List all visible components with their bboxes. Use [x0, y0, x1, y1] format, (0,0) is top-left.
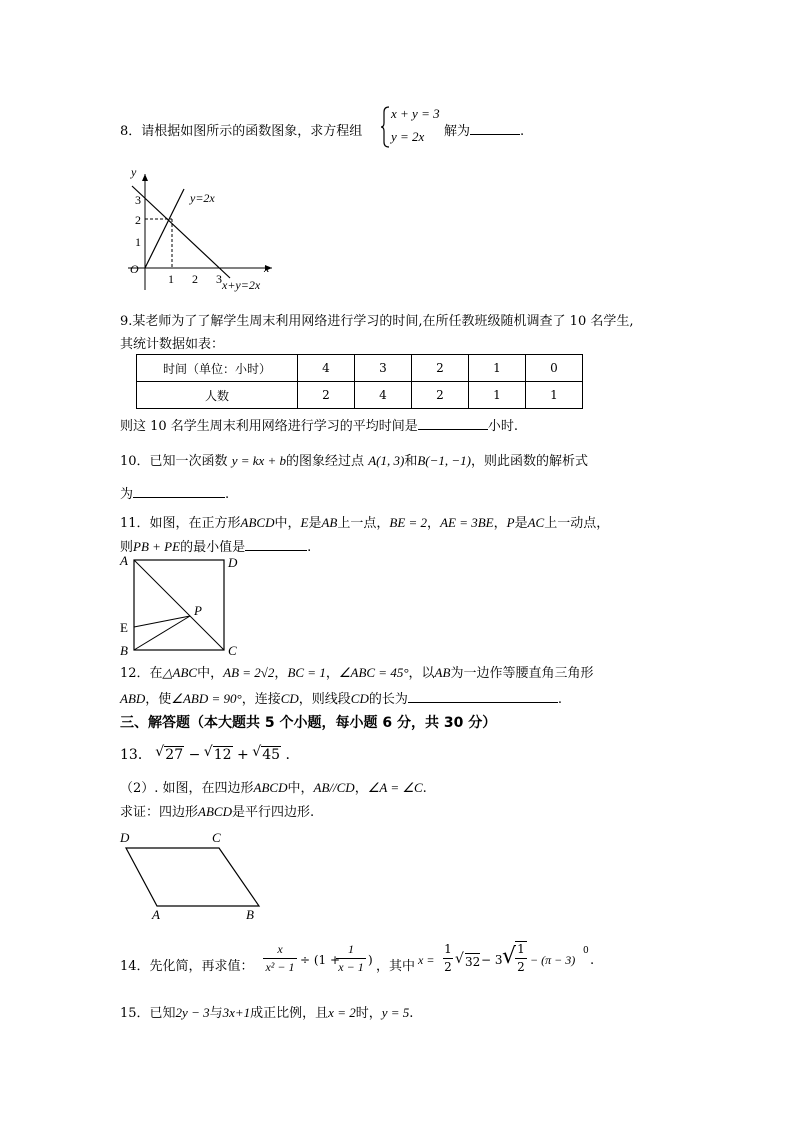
system-brace: [380, 106, 390, 148]
where-text: ，其中: [376, 959, 416, 974]
stats-table: [136, 354, 583, 409]
label-a: A: [120, 553, 128, 568]
table-cell: 1: [469, 382, 526, 409]
y-tick-1: 1: [135, 235, 141, 249]
label-a: A: [152, 907, 160, 922]
sqrt-sign-icon: √: [455, 951, 464, 967]
table-row: [137, 355, 583, 382]
x-tick-3: 3: [216, 272, 222, 286]
frac1-num: x: [277, 942, 283, 956]
q9-question: 则这 10 名学生周末利用网络进行学习的平均时间是 小时.: [120, 419, 518, 434]
sqrt32: 32: [465, 955, 481, 969]
y-arrow-icon: [142, 174, 148, 181]
table-cell: 3: [355, 355, 412, 382]
label-c: C: [212, 830, 221, 845]
q15-stem: 15．已知2y − 3与3x+1成正比例，且x = 2时，y = 5.: [120, 1005, 414, 1021]
table-cell: 人数: [137, 382, 298, 409]
function-graph: [118, 166, 288, 294]
diagonal-ac: [134, 560, 224, 650]
parallelogram-abcd: [126, 848, 259, 906]
frac2-den: x − 1: [338, 960, 364, 974]
sqrt-sign-large-icon: √: [502, 944, 517, 969]
label-d: D: [228, 555, 238, 570]
label-c: C: [228, 643, 237, 658]
square-figure: [116, 552, 246, 658]
q13-prove: 求证：四边形ABCD是平行四边形.: [120, 804, 315, 820]
label-b: B: [246, 907, 254, 922]
q9-stem-line1: 9.某老师为了了解学生周末利用网络进行学习的时间,在所任教班级随机调查了 10 名学生,: [120, 314, 634, 329]
q8-stem: 8．请根据如图所示的函数图象，求方程组: [120, 124, 363, 139]
q13-part2: （2）. 如图，在四边形ABCD中，AB//CD，∠A = ∠C.: [120, 780, 427, 796]
parallelogram-figure: [116, 828, 276, 922]
sqrt-half-num: 1: [515, 941, 527, 956]
close-paren: ): [368, 953, 373, 967]
brace-icon: [380, 106, 390, 148]
q12-stem-line1: 12．在△ABC中，AB = 2√2，BC = 1，∠ABC = 45°，以AB为一边作等腰直角三角形: [120, 665, 594, 681]
q11-stem-line1: 11．如图，在正方形ABCD中，E是AB上一点，BE = 2，AE = 3BE，P是AC上一动点，: [120, 515, 610, 531]
exponent-zero: 0: [583, 946, 589, 956]
table-row: [137, 382, 583, 409]
q10-stem: 10．已知一次函数 y = kx + b的图象经过点 A(1, 3)和B(−1, −1)，则此函数的解析式: [120, 453, 588, 469]
table-cell: 2: [412, 355, 469, 382]
label-p: P: [194, 603, 202, 618]
section-heading: 三、解答题（本大题共 5 个小题，每小题 6 分，共 30 分）: [120, 715, 497, 731]
origin-label: O: [130, 262, 139, 276]
q12-stem-line2: ABD，使∠ABD = 90°，连接CD，则线段CD的长为 .: [120, 691, 563, 707]
table-cell: 0: [526, 355, 583, 382]
line2-label: x+y=2x: [222, 278, 261, 292]
q14-prefix: 14．先化简，再求值：: [120, 959, 254, 974]
q11-stem-line2: 则PB + PE的最小值是 .: [120, 539, 312, 555]
q10-answer-line: 为 .: [120, 487, 230, 502]
line1-label: y=2x: [190, 191, 215, 205]
frac2-bar: [336, 958, 366, 959]
y-axis-label: y: [131, 166, 137, 179]
x-tick-2: 2: [192, 272, 198, 286]
table-cell: 2: [412, 382, 469, 409]
q13-expression: 13． √ 27 − √ 12 + √ 45 .: [120, 744, 290, 763]
sqrt-45: √ 45: [252, 744, 281, 763]
label-e: E: [120, 620, 128, 635]
answer-blank[interactable]: [245, 538, 307, 551]
y-tick-2: 2: [135, 213, 141, 227]
half-num: 1: [444, 942, 452, 956]
x-tick-1: 1: [168, 272, 174, 286]
half-bar: [443, 958, 453, 959]
table-cell: 4: [355, 382, 412, 409]
q9-stem-line2: 其统计数据如表：: [120, 337, 225, 352]
table-cell: 4: [298, 355, 355, 382]
sqrt-half-bar: [515, 958, 527, 959]
system-eq1: x + y = 3: [391, 106, 440, 121]
frac1-den: x² − 1: [265, 960, 295, 974]
frac2-num: 1: [348, 942, 354, 956]
sqrt-12: √ 12: [203, 744, 232, 763]
frac1-bar: [263, 958, 297, 959]
pi-term: − (π − 3): [530, 953, 576, 967]
x-axis-label: x: [264, 261, 270, 275]
table-cell: 2: [298, 382, 355, 409]
table-cell: 时间（单位：小时）: [137, 355, 298, 382]
label-b: B: [120, 643, 128, 658]
sqrt-27: √ 27: [155, 744, 184, 763]
sqrt-half-den: 2: [517, 960, 525, 974]
table-cell: 1: [469, 355, 526, 382]
q14-end: .: [590, 953, 595, 968]
div-op: ÷ (1 +: [300, 953, 341, 967]
x-equals: x =: [418, 953, 435, 967]
q8-answer-line: 解为 .: [444, 124, 525, 139]
line-y-2x: [145, 189, 184, 268]
answer-blank[interactable]: [408, 690, 558, 703]
answer-blank[interactable]: [470, 122, 520, 135]
answer-blank[interactable]: [133, 485, 225, 498]
label-d: D: [120, 830, 130, 845]
answer-blank[interactable]: [418, 417, 488, 430]
minus3: − 3: [481, 953, 503, 967]
half-den: 2: [444, 960, 452, 974]
table-cell: 1: [526, 382, 583, 409]
y-tick-3: 3: [135, 193, 141, 207]
system-eq2: y = 2x: [391, 129, 425, 144]
